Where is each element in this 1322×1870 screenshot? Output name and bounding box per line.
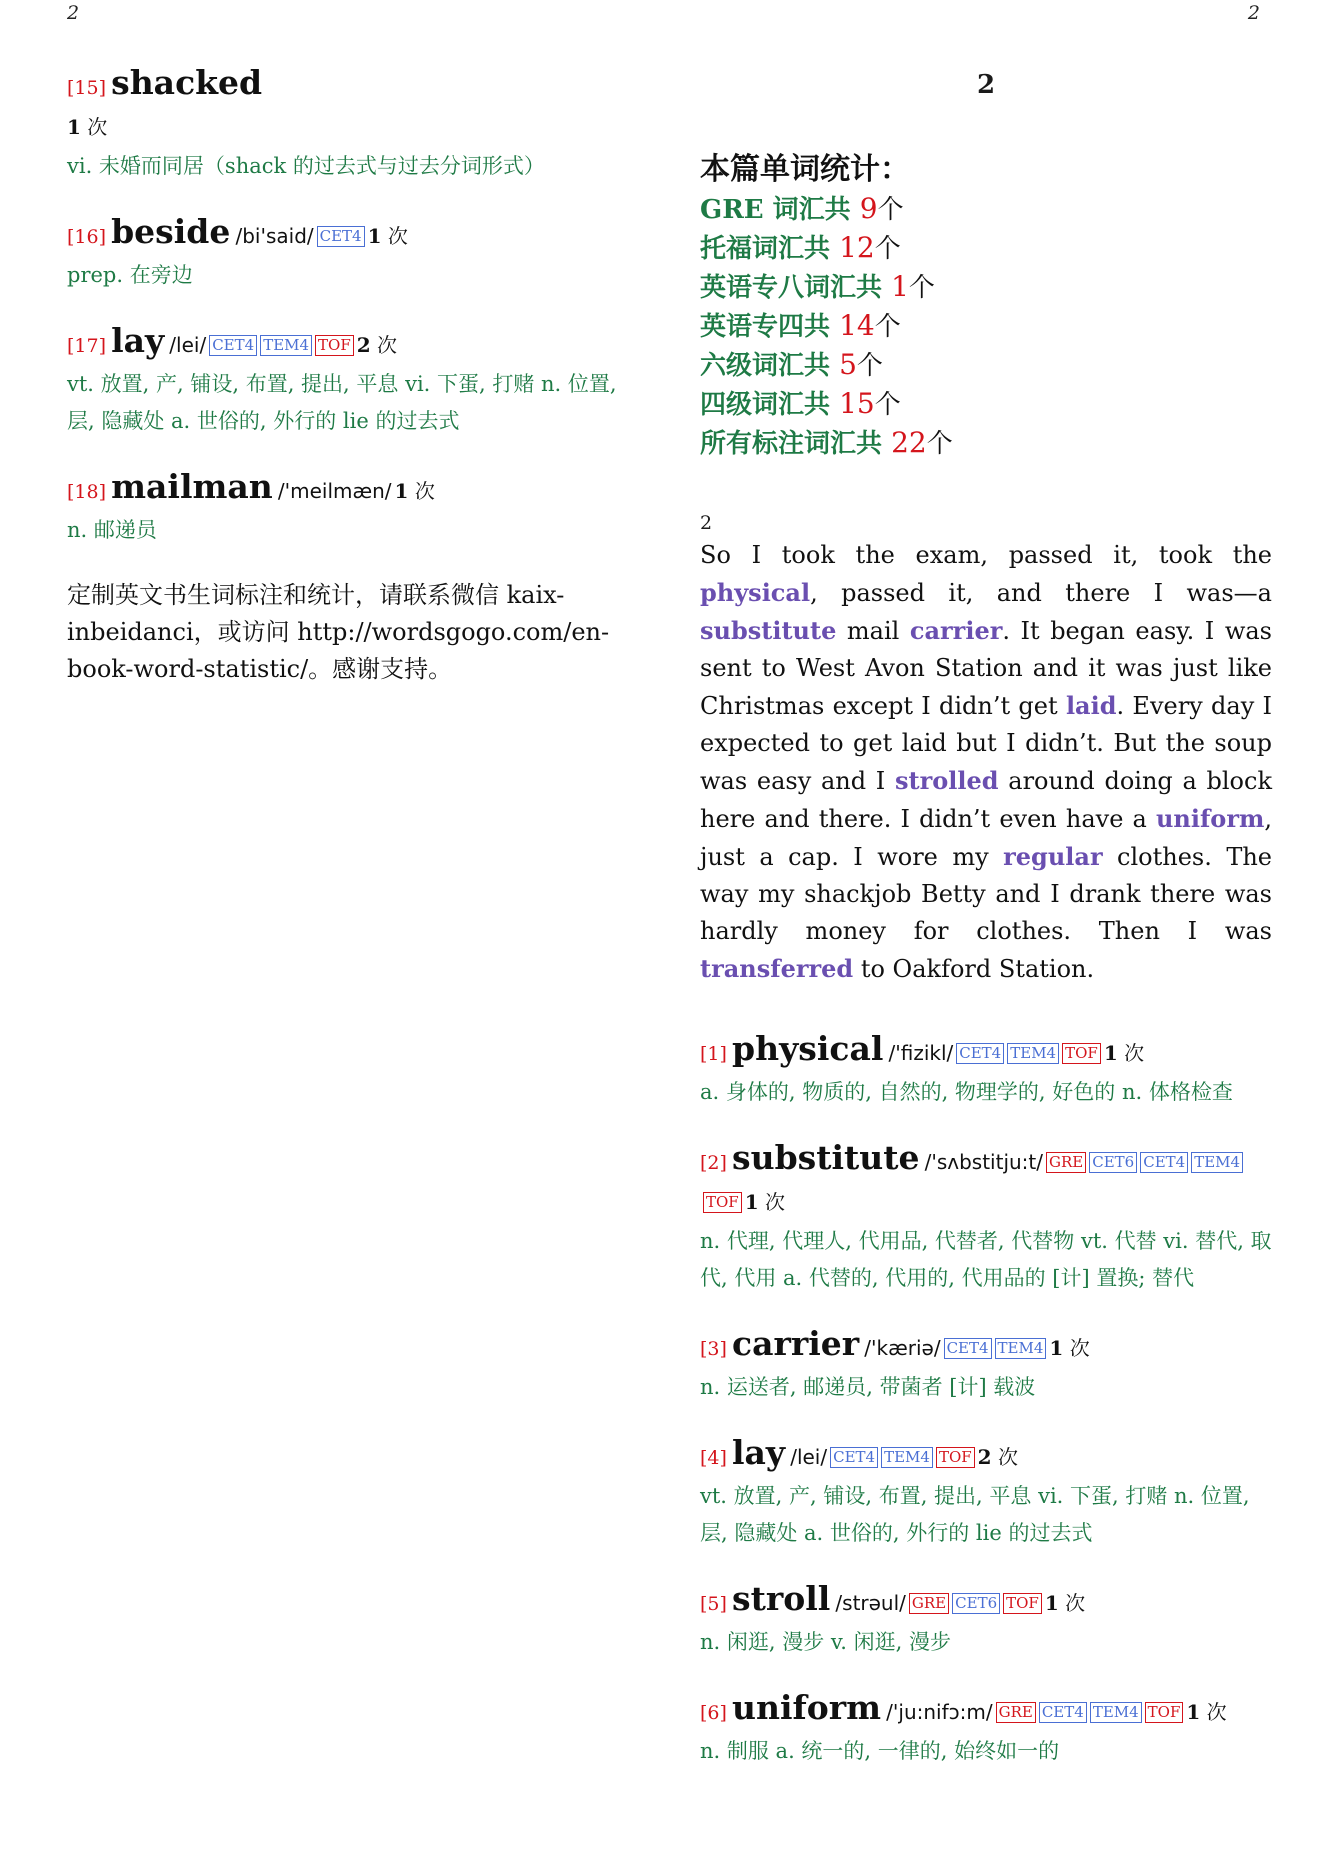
exam-tag: CET4 (830, 1447, 878, 1468)
count-unit: 次 (387, 224, 408, 248)
headword: stroll (732, 1579, 831, 1618)
stat-count: 9 (859, 192, 878, 225)
entry-number: [4] (700, 1447, 727, 1469)
vocab-entry (700, 1325, 1272, 1406)
stat-label: 所有标注词汇共 (700, 429, 892, 459)
text-segment: , passed it, and there I was—a (810, 579, 1272, 607)
count-number: 1 (744, 1190, 759, 1214)
occurrence-count (1186, 1700, 1226, 1724)
entry-number: [1] (700, 1043, 727, 1065)
exam-tag: TOF (1145, 1702, 1184, 1723)
count-unit: 次 (1069, 1336, 1090, 1360)
entry-head (700, 1030, 1272, 1074)
entry-number: [3] (700, 1338, 727, 1360)
vocab-entry (700, 1030, 1272, 1111)
count-number: 2 (977, 1445, 992, 1469)
definition: n. 邮递员 (67, 518, 157, 542)
phonetic: /lei/ (790, 1445, 828, 1469)
entry-head (700, 1325, 1272, 1369)
text-segment: . It began easy. I was sent to West Avon Station and it was just like Christmas except I didn’t get (700, 617, 1272, 720)
entry-number: [17] (67, 335, 107, 357)
definition: vt. 放置, 产, 铺设, 布置, 提出, 平息 vi. 下蛋, 打赌 n. 位置, 层, 隐藏处 a. 世俗的, 外行的 lie 的过去式 (67, 372, 617, 433)
stat-count: 1 (891, 270, 909, 303)
count-number: 1 (67, 115, 81, 139)
stat-row (700, 424, 1272, 463)
text-segment: So I took the exam, passed it, took the (700, 541, 1272, 569)
stats-title: 本篇单词统计： (700, 152, 910, 187)
entry-head (700, 1689, 1272, 1733)
stat-suffix: 个 (926, 429, 953, 459)
stat-row (700, 385, 1272, 424)
text-segment: mail (836, 617, 910, 645)
stat-label: GRE 词汇共 (700, 195, 860, 225)
stat-suffix: 个 (856, 351, 883, 381)
occurrence-count (395, 479, 435, 503)
phonetic: /lei/ (169, 333, 207, 357)
entry-head (700, 1139, 1272, 1223)
headword: lay (111, 321, 165, 360)
exam-tag: TEM4 (881, 1447, 933, 1468)
count-unit: 次 (1124, 1041, 1145, 1065)
exam-tag: TOF (703, 1192, 742, 1213)
definition: n. 运送者, 邮递员, 带菌者 [计] 载波 (700, 1375, 1036, 1399)
entry-number: [2] (700, 1152, 727, 1174)
headword: substitute (732, 1138, 920, 1177)
vocab-entry (67, 64, 637, 185)
exam-tag: TEM4 (260, 335, 312, 356)
exam-tag: CET6 (1089, 1152, 1137, 1173)
entry-number: [6] (700, 1702, 727, 1724)
stat-suffix: 个 (874, 390, 901, 420)
entry-head (67, 213, 637, 257)
exam-tag: CET4 (317, 226, 365, 247)
exam-tag: CET4 (944, 1338, 992, 1359)
entry-head (67, 322, 637, 366)
stat-count: 5 (839, 348, 857, 381)
phonetic: /'ju:nifɔ:m/ (886, 1700, 993, 1724)
headword: physical (732, 1029, 884, 1068)
exam-tag: GRE (1046, 1152, 1086, 1173)
occurrence-count (67, 115, 107, 139)
stats-list (700, 190, 1272, 463)
stat-label: 托福词汇共 (700, 234, 840, 264)
count-unit: 次 (997, 1445, 1018, 1469)
definition: a. 身体的, 物质的, 自然的, 物理学的, 好色的 n. 体格检查 (700, 1080, 1233, 1104)
entry-head (700, 1580, 1272, 1624)
stat-label: 英语专四共 (700, 312, 840, 342)
left-column (67, 0, 637, 688)
count-unit: 次 (87, 115, 108, 139)
exam-tag: CET4 (1039, 1702, 1087, 1723)
occurrence-count (1049, 1336, 1089, 1360)
page-number-left: 2 (67, 2, 80, 24)
section-number: 2 (976, 70, 996, 100)
stat-label: 四级词汇共 (700, 390, 840, 420)
count-unit: 次 (765, 1190, 785, 1214)
exam-tag: CET4 (209, 335, 257, 356)
highlighted-word: laid (1065, 691, 1117, 720)
exam-tag: CET6 (952, 1593, 1000, 1614)
exam-tag: TEM4 (995, 1338, 1047, 1359)
count-number: 1 (1049, 1336, 1064, 1360)
text-segment: around doing a block here and there. I didn’t even have a (700, 767, 1272, 833)
right-vocab-list (700, 1030, 1272, 1770)
count-unit: 次 (377, 333, 398, 357)
phonetic: /'sʌbstitju:t/ (924, 1150, 1043, 1174)
phonetic: /bi'said/ (235, 224, 314, 248)
word-stats (700, 150, 1272, 463)
highlighted-word: physical (700, 578, 811, 607)
exam-tag: TEM4 (1090, 1702, 1142, 1723)
count-number: 2 (356, 333, 371, 357)
highlighted-word: strolled (895, 766, 999, 795)
vocab-entry (67, 322, 637, 440)
occurrence-count (357, 333, 397, 357)
vocab-entry (700, 1434, 1272, 1552)
headword: shacked (111, 63, 263, 102)
stat-count: 14 (839, 309, 875, 342)
count-unit: 次 (1206, 1700, 1227, 1724)
exam-tag: TEM4 (1191, 1152, 1243, 1173)
entry-head (67, 468, 637, 512)
stat-count: 12 (839, 231, 875, 264)
headword: carrier (732, 1324, 860, 1363)
exam-tag: TOF (1062, 1043, 1101, 1064)
occurrence-count (368, 224, 408, 248)
occurrence-count (1045, 1591, 1085, 1615)
count-line (67, 108, 637, 148)
occurrence-count (745, 1190, 785, 1214)
stat-label: 六级词汇共 (700, 351, 840, 381)
vocab-entry (67, 468, 637, 549)
count-number: 1 (367, 224, 382, 248)
definition: n. 闲逛, 漫步 v. 闲逛, 漫步 (700, 1630, 951, 1654)
definition: prep. 在旁边 (67, 263, 193, 287)
left-vocab-list (67, 64, 637, 549)
phonetic: /'meilmæn/ (277, 479, 392, 503)
highlighted-word: regular (1003, 842, 1103, 871)
vocab-entry (700, 1139, 1272, 1297)
phonetic: /'fizikl/ (888, 1041, 954, 1065)
entry-head (700, 1434, 1272, 1478)
count-number: 1 (1186, 1700, 1201, 1724)
count-number: 1 (394, 479, 409, 503)
custom-service-note: 定制英文书生词标注和统计，请联系微信 kaix-inbeidanci，或访问 http://wordsgogo.com/en-book-word-statistic/。感谢支持。 (67, 581, 610, 683)
text-segment: , just a cap. I wore my (700, 805, 1272, 871)
phonetic: /'kæriə/ (864, 1336, 941, 1360)
text-segment: clothes. The way my shackjob Betty and I drank there was hardly money for clothes. Then I was (700, 843, 1272, 945)
headword: beside (111, 212, 231, 251)
entry-number: [18] (67, 481, 107, 503)
definition: n. 代理, 代理人, 代用品, 代替者, 代替物 vt. 代替 vi. 替代, 取代, 代用 a. 代替的, 代用的, 代用品的 [计] 置换; 替代 (700, 1229, 1272, 1290)
headword: uniform (732, 1688, 882, 1727)
text-segment: to Oakford Station. (853, 955, 1095, 983)
stat-count: 22 (891, 426, 927, 459)
headword: mailman (111, 467, 273, 506)
story-paragraph (700, 537, 1272, 988)
stat-suffix: 个 (874, 312, 901, 342)
entry-head (67, 64, 637, 108)
right-column (700, 0, 1272, 1798)
exam-tag: TOF (936, 1447, 975, 1468)
entry-number: [5] (700, 1593, 727, 1615)
stat-row (700, 190, 1272, 229)
exam-tag: TEM4 (1007, 1043, 1059, 1064)
page-number-right: 2 (1247, 2, 1260, 24)
stat-suffix: 个 (874, 234, 901, 264)
definition: n. 制服 a. 统一的, 一律的, 始终如一的 (700, 1739, 1060, 1763)
stat-count: 15 (839, 387, 875, 420)
vocab-entry (67, 213, 637, 294)
exam-tag: TOF (315, 335, 354, 356)
highlighted-word: transferred (700, 954, 854, 983)
paragraph-number: 2 (700, 512, 713, 534)
count-number: 1 (1103, 1041, 1118, 1065)
highlighted-word: carrier (909, 616, 1003, 645)
stat-label: 英语专八词汇共 (700, 273, 892, 303)
definition: vt. 放置, 产, 铺设, 布置, 提出, 平息 vi. 下蛋, 打赌 n. 位置, 层, 隐藏处 a. 世俗的, 外行的 lie 的过去式 (700, 1484, 1250, 1545)
vocab-entry (700, 1580, 1272, 1661)
count-unit: 次 (414, 479, 435, 503)
phonetic: /strəul/ (835, 1591, 906, 1615)
occurrence-count (978, 1445, 1018, 1469)
exam-tag: CET4 (956, 1043, 1004, 1064)
stat-row (700, 229, 1272, 268)
highlighted-word: substitute (700, 616, 837, 645)
count-number: 1 (1044, 1591, 1059, 1615)
exam-tag: TOF (1003, 1593, 1042, 1614)
occurrence-count (1104, 1041, 1144, 1065)
exam-tag: CET4 (1140, 1152, 1188, 1173)
definition: vi. 未婚而同居（shack 的过去式与过去分词形式） (67, 154, 545, 178)
vocab-entry (700, 1689, 1272, 1770)
stat-suffix: 个 (877, 195, 904, 225)
entry-number: [15] (67, 77, 107, 99)
exam-tag: GRE (996, 1702, 1036, 1723)
stat-row (700, 268, 1272, 307)
headword: lay (732, 1433, 786, 1472)
highlighted-word: uniform (1155, 804, 1265, 833)
stat-row (700, 346, 1272, 385)
entry-number: [16] (67, 226, 107, 248)
stat-row (700, 307, 1272, 346)
stat-suffix: 个 (908, 273, 935, 303)
exam-tag: GRE (909, 1593, 949, 1614)
count-unit: 次 (1065, 1591, 1086, 1615)
text-segment: . Every day I expected to get laid but I didn’t. But the soup was easy and I (700, 692, 1273, 795)
